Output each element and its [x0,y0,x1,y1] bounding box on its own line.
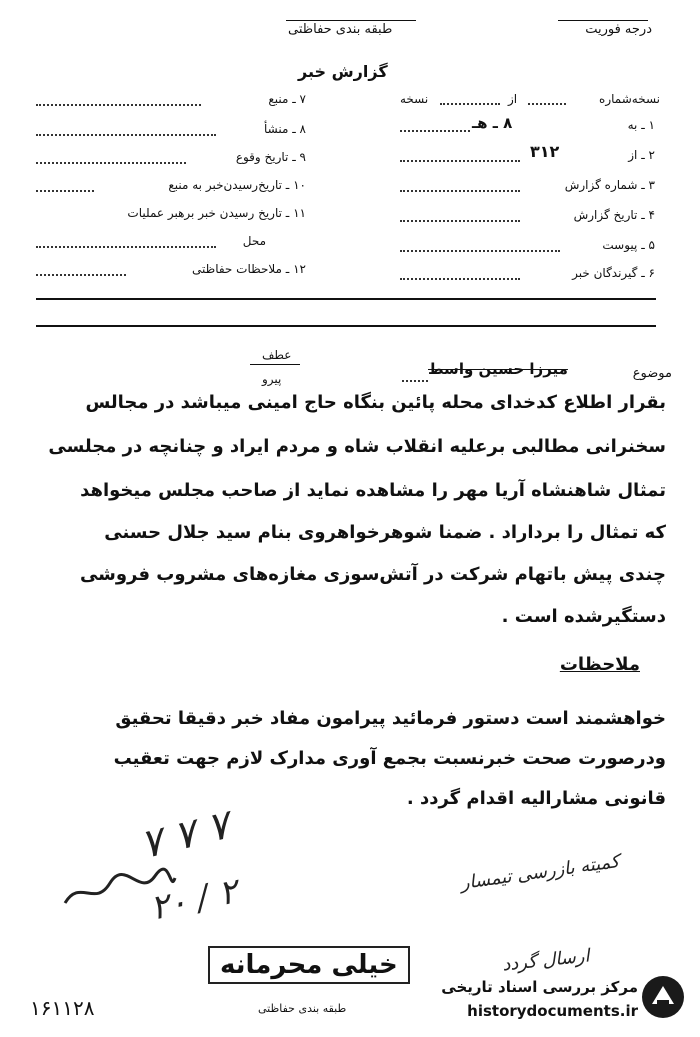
field-occurrence-date-dots [36,154,186,164]
field-report-number: ۳ ـ شماره گزارش [564,178,655,192]
field-to-value: ۸ ـ هـ [472,114,513,132]
handwritten-left-note: ۲۰ / ۲ [146,871,242,929]
separator-top [36,298,656,300]
field-to: ۱ ـ به [627,118,655,132]
body-line: دستگیرشده است . [501,606,666,627]
field-occurrence-date: ۹ ـ تاریخ وقوع [235,150,306,164]
field-report-date-dots [400,212,520,222]
ref-rule [250,364,300,365]
copy-label: نسخه [400,92,429,106]
watermark-name: مرکز بررسی اسناد تاریخی [441,978,638,996]
field-source: ۷ ـ منبع [268,92,306,106]
field-place-dots [36,238,216,248]
priority-rule [558,20,648,21]
priority-label: درجه فوریت [585,22,652,37]
handwritten-numbers: ۷ ۷ ۷ [135,801,235,869]
field-from-value: ۳۱۲ [530,142,560,161]
confidential-stamp: خیلی محرمانه [208,946,410,984]
ref-atf: عطف [262,348,292,362]
field-attachment-dots [400,242,560,252]
remarks-line: قانونی مشارالیه اقدام گردد . [406,788,666,809]
copy-of-dots [440,95,500,105]
copy-number-dots [528,95,566,105]
watermark-logo-icon [642,976,684,1018]
subject-dots [402,372,428,382]
remarks-line: ودرصورت صحت خبرنسبت بجمع آوری مدارک لازم جهت تعقیب [113,748,666,769]
body-line: چندی پیش باتهام شرکت در آتش‌سوزی مغازه‌های مشروب فروشی [79,564,666,585]
watermark-url[interactable]: historydocuments.ir [467,1002,638,1020]
handwritten-right-note-1: کمیته بازرسی تیمسار [459,850,621,895]
field-recipients-dots [400,270,520,280]
copy-of-label: از [508,92,518,106]
field-news-to-source-dots [36,182,94,192]
field-to-dots [400,122,470,132]
field-origin-dots [36,126,216,136]
classification-top: طبقه بندی حفاظتی [288,22,393,37]
separator-bottom [36,325,656,327]
field-security-remarks-dots [36,266,126,276]
watermark [432,976,688,1030]
body-line: که تمثال را برداراد . ضمنا شوهرخواهروی بنام سید جلال حسنی [104,522,666,543]
body-line: سخنرانی مطالبی برعلیه انقلاب شاه و مردم ایراد و چنانچه در مجلسی [48,436,666,457]
field-origin: ۸ ـ منشأ [263,122,306,136]
handwritten-right-note-2: ارسال گردد [501,945,591,976]
field-from: ۲ ـ از [628,148,655,162]
field-source-dots [36,96,201,106]
field-security-remarks: ۱۲ ـ ملاحظات حفاظتی [192,262,306,276]
body-line: تمثال شاهنشاه آریا مهر را مشاهده نماید از صاحب مجلس میخواهد [80,480,666,501]
field-report-number-dots [400,182,520,192]
classification-rule [286,20,416,21]
field-place: محل [242,234,266,248]
report-title: گزارش خبر [298,62,388,81]
field-attachment: ۵ ـ پیوست [602,238,655,252]
copy-number-label: نسخه‌شماره [599,92,660,106]
body-line: بقرار اطلاع کدخدای محله پائین بنگاه حاج امینی میباشد در مجالس [85,392,666,413]
field-from-dots [400,152,520,162]
field-news-to-source-date: ۱۰ ـ تاریخ‌رسیدن‌خبر به منبع [168,178,306,192]
handwritten-scribble [60,858,180,918]
doc-number: ۱۶۱۱۲۸ [30,996,95,1020]
remarks-line: خواهشمند است دستور فرمائید پیرامون مفاد خبر دقیقا تحقیق [115,708,666,729]
classification-bottom: طبقه بندی حفاظتی [258,1002,347,1015]
subject-value: میرزا حسین واسط [428,360,568,378]
remarks-heading: ملاحظات [559,654,640,675]
field-report-date: ۴ ـ تاریخ گزارش [573,208,655,222]
field-news-to-leader-date: ۱۱ ـ تاریخ رسیدن خبر برهبر عملیات [127,206,306,220]
subject-label: موضوع [632,366,672,381]
ref-peyro: پیرو [262,372,282,386]
field-recipients: ۶ ـ گیرندگان خبر [572,266,655,280]
